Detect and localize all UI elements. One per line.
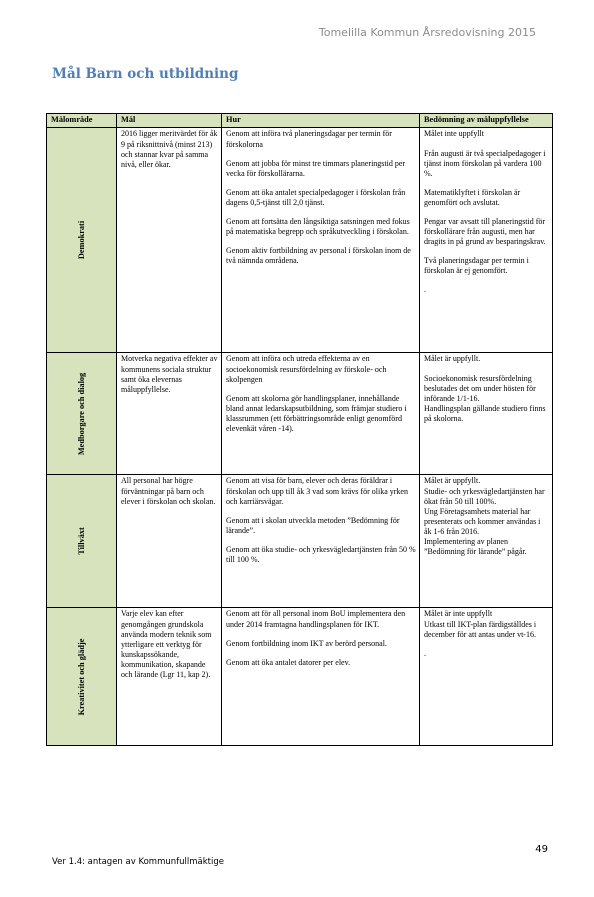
page-header: Tomelilla Kommun Årsredovisning 2015 — [318, 26, 536, 39]
how-item: Genom att för all personal inom BoU implementera den under 2014 framtagna handlingsplanen för IKT. — [226, 609, 406, 629]
assessment-cell — [420, 353, 553, 475]
how-item: Genom att visa för barn, elever och deras föräldrar i förskolan och upp till åk 3 vad som krävs för olika yrken och karriärsvägar. — [226, 476, 408, 506]
column-header-how: Hur — [222, 114, 420, 128]
assessment-cell — [420, 475, 553, 608]
goal-text: All personal har högre förväntningar på barn och elever i förskolan och skolan. — [121, 476, 216, 506]
column-header-assessment: Bedömning av måluppfyllelse — [420, 114, 553, 128]
how-cell — [222, 353, 420, 475]
how-item: Genom att jobba för minst tre timmars planeringstid per vecka för förskollärarna. — [226, 158, 406, 178]
assessment-item: . — [424, 285, 426, 295]
how-item: Genom att införa två planeringsdagar per termin för förskolorna — [226, 129, 392, 149]
assessment-item: Pengar var avsatt till planeringstid för förskollärare från augusti, men har dragits in på grund av besparingskrav. — [424, 216, 546, 247]
section-title: Mål Barn och utbildning — [52, 66, 239, 82]
how-item: Genom att införa och utreda effekterna av en socioekonomisk resursfördelning av förskole- och skolpengen — [226, 354, 387, 384]
area-label: Kreativitet och glädje — [76, 638, 86, 716]
assessment-item: Från augusti är två specialpedagoger i tjänst inom förskolan på vardera 100 %. — [424, 148, 546, 178]
how-item: Genom att öka studie- och yrkesvägledartjänsten från 50 % till 100 %. — [226, 544, 416, 564]
area-label: Medborgare och dialog — [76, 372, 86, 456]
assessment-cell — [420, 608, 553, 746]
assessment-cell — [420, 128, 553, 353]
how-item: Genom att skolorna gör handlingsplaner, innehållande bland annat ledarskapsutbildning, som främjar studiero i klassrummen (ett förbättringsområde enligt genomförd elevenkät våren -14). — [226, 393, 407, 433]
footer-version-text: Ver 1.4: antagen av Kommunfullmäktige — [52, 857, 224, 867]
column-header-area: Målområde — [47, 114, 117, 128]
area-label: Demokrati — [76, 221, 86, 260]
area-cell — [47, 475, 117, 608]
table-row-demokrati — [47, 128, 553, 353]
area-cell — [47, 608, 117, 746]
table-row-medborgare — [47, 353, 553, 475]
goals-table — [46, 113, 553, 746]
goal-text: Motverka negativa effekter av kommunens sociala struktur samt öka elevernas måluppfyllelse. — [121, 354, 218, 394]
how-item: Genom att fortsätta den långsiktiga satsningen med fokus på matematiska begrepp och språkutveckling i förskolan. — [226, 216, 410, 236]
assessment-item: Målet är uppfyllt. Studie- och yrkesvägledartjänsten har ökat från 50 till 100%. Ung Företagsamhets material har presenterats och kommer användas i åk 1-6 från 2016. Implementering av planen ”Bedömning för lärande” pågår. — [424, 476, 545, 556]
how-item: Genom att i skolan utveckla metoden ”Bedömning för lärande”. — [226, 515, 400, 535]
goal-cell — [117, 608, 222, 746]
area-cell — [47, 353, 117, 475]
how-cell — [222, 128, 420, 353]
goal-text: Varje elev kan efter genomgången grundskola använda modern teknik som ytterligare ett verktyg för kunskapssökande, kommunikation, skapande och lärande (Lgr 11, kap 2). — [121, 609, 212, 679]
goal-cell — [117, 128, 222, 353]
goal-cell — [117, 353, 222, 475]
how-cell — [222, 608, 420, 746]
how-item: Genom att öka antalet datorer per elev. — [226, 657, 351, 667]
how-cell — [222, 475, 420, 608]
assessment-item: Två planeringsdagar per termin i förskolan är ej genomfört. — [424, 256, 529, 276]
area-cell — [47, 128, 117, 353]
table-row-kreativitet — [47, 608, 553, 746]
assessment-item: Socioekonomisk resursfördelning beslutades det om under hösten för införande 1/1-16. Handlingsplan gällande studiero finns på skolorna. — [424, 373, 546, 423]
goal-cell — [117, 475, 222, 608]
how-item: Genom fortbildning inom IKT av berörd personal. — [226, 638, 387, 648]
assessment-item: . — [424, 648, 426, 658]
column-header-goal: Mål — [117, 114, 222, 128]
assessment-item: Matematiklyftet i förskolan är genomfört och avslutat. — [424, 187, 521, 207]
table-header-row — [47, 114, 553, 128]
assessment-item: Målet är inte uppfyllt Utkast till IKT-plan färdigställdes i december för att antas under vt-16. — [424, 609, 537, 639]
assessment-item: Målet inte uppfyllt — [424, 129, 484, 139]
area-label: Tillväxt — [76, 527, 86, 556]
assessment-item: Målet är uppfyllt. — [424, 354, 481, 364]
how-item: Genom aktiv fortbildning av personal i förskolan inom de två nämnda områdena. — [226, 246, 411, 266]
page-number: 49 — [535, 844, 548, 855]
how-item: Genom att öka antalet specialpedagoger i förskolan från dagens 0,5-tjänst till 2,0 tjänst. — [226, 187, 406, 207]
table-row-tillvaxt — [47, 475, 553, 608]
goal-text: 2016 ligger meritvärdet för åk 9 på riksnittnivå (minst 213) och stannar kvar på samma nivå, eller ökar. — [121, 129, 218, 169]
